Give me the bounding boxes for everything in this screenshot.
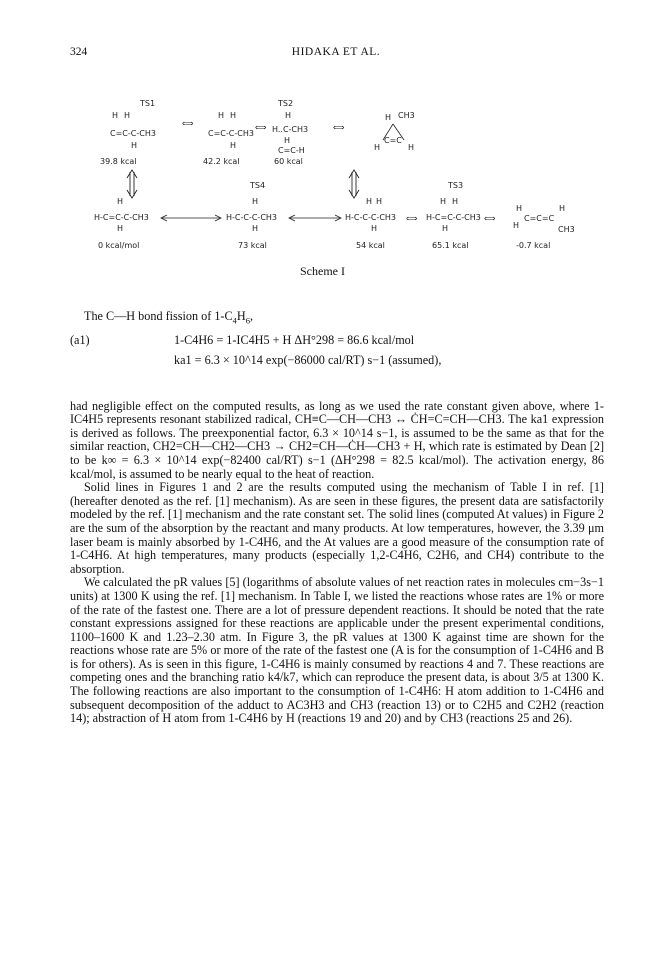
h-atom: H [284,136,291,145]
h-atom: H [285,111,292,120]
h-atom: H [124,111,131,120]
energy-0: 0 kcal/mol [98,241,140,250]
h-atom: H [442,224,449,233]
body-text [70,310,604,726]
h-atom: H [516,204,523,213]
energy-60: 60 kcal [274,157,303,166]
energy-42-2: 42.2 kcal [203,157,240,166]
cyclopropene-ring: C=C [384,136,402,145]
h-atom: H [252,224,259,233]
reaction-scheme [0,0,672,290]
bottom-molecule-3: H-C-C-C-CH3 [345,213,397,222]
scheme-caption: Scheme I [300,264,345,278]
h-atom: H [366,197,373,206]
ts3-label: TS3 [448,181,464,190]
energy-73: 73 kcal [238,241,267,250]
energy-65-1: 65.1 kcal [432,241,469,250]
h-atom: H [408,143,415,152]
ch3-label: CH3 [558,225,575,234]
h-atom: H [513,221,520,230]
top-molecule-3b: C=C-H [278,146,305,155]
bottom-molecule-2: H-C-C-C-CH3 [226,213,278,222]
h-atom: H [371,224,378,233]
arrow-double: ⟺ [255,123,267,132]
h-atom: H [117,224,124,233]
h-atom: H [376,197,383,206]
paragraph-1: had negligible effect on the computed results, as long as we used the rate constant given above, where 1-IC4H5 represents resonant stabilized radical, CH≡C—CH—CH3 ↔ ĊH=C=CH—CH3. The ka1 expression is derived as follows. The preexponential factor, 6.3 × 10^14 s−1, is assumed to be the same as that for the similar reaction, CH2=CH—CH2—CH3 → CH2=CH—ĊH—CH3 + H, which rate is estimated by Dean [2] to be k∞ = 6.3 × 10^14 exp(−82400 cal/RT) s−1 (ΔH°298 = 82.5 kcal/mol). The activation energy, 86 kcal/mol, is assumed to be nearly equal to the heat of reaction. [70,398,604,481]
arrow-double: ⟺ [333,123,345,132]
h-atom: H [440,197,447,206]
ts1-label: TS1 [140,99,156,108]
h-atom: H [230,141,237,150]
paragraph-3: We calculated the pR values [5] (logarithms of absolute values of net reaction rates in molecules cm−3s−1 units) at 1300 K using the ref. [1] mechanism. In Table I, we listed the reactions whose rates are 1% or more of the rate of the fastest one. There are a lot of pressure dependent reactions. It should be noted that the rate constant expressions assigned for these reactions are applicable under the present experimental conditions, 1100–1600 K and 1.23–2.30 atm. In Figure 3, the pR values at 1300 K against time are shown for the reactions whose rate are 5% or more of the rate of the fastest one (A is for the consumption of 1-C4H6 and B is for others). As is seen in this figure, 1-C4H6 is mainly consumed by reactions 4 and 7. These reactions are competing ones and the branching ratio k4/k7, which can reproduce the present data, is about 3/5 at 1300 K. The following reactions are also important to the consumption of 1-C4H6: H atom addition to 1-C4H6 and subsequent decomposition of the adduct to AC3H3 and CH3 (reaction 13) or to C2H5 and C2H2 (reaction 14); abstraction of H atom from 1-C4H6 by H (reactions 19 and 20) and by CH3 (reactions 25 and 26). [70,575,604,726]
h-atom: H [385,113,392,122]
intro-line: The C—H bond fission of $1-C_4H_6$, [84,309,253,326]
bottom-molecule-4: H-C=C-C-CH3 [426,213,481,222]
page-number: 324 [70,46,88,58]
arrow-double: ⟺ [406,214,418,223]
bottom-molecule-5: C=C=C [524,214,555,223]
arrow-double: ⟺ [484,214,496,223]
h-atom: H [117,197,124,206]
paragraph-2: Solid lines in Figures 1 and 2 are the results computed using the mechanism of Table I in ref. [1] (hereafter denoted as the ref. [1] mechanism). As are seen in these figures, the present data are satisfactorily modeled by the ref. [1] mechanism and the rate constant set. The solid lines (computed At values) in Figure 2 are the sum of the absorption by the reactant and many products. At low temperatures, however, the 3.39 μm laser beam is mainly absorbed by 1-C4H6, and the At values are a good measure of the consumption rate of 1-C4H6. At high temperatures, many products (especially 1,2-C4H6, C2H6, and CH4) contribute to the absorption. [70,480,604,576]
equation-a1 [70,334,604,388]
top-molecule-3: H..C-CH3 [272,125,309,134]
h-atom: H [559,204,566,213]
h-atom: H [112,111,119,120]
h-atom: H [230,111,237,120]
bottom-molecule-1: H-C=C-C-CH3 [94,213,149,222]
h-atom: H [218,111,225,120]
ch3-label: CH3 [398,111,415,120]
h-atom: H [131,141,138,150]
energy-minus-0-7: -0.7 kcal [516,241,551,250]
equation-line-1: 1-C4H6 = 1-IC4H5 + H ΔH°298 = 86.6 kcal/mol [174,332,415,347]
ts2-label: TS2 [278,99,294,108]
h-atom: H [452,197,459,206]
ts4-label: TS4 [250,181,266,190]
h-atom: H [252,197,259,206]
top-molecule-1: C=C-C-CH3 [110,129,156,138]
h-atom: H [374,143,381,152]
equation-label: (a1) [70,332,90,347]
equation-line-2: ka1 = 6.3 × 10^14 exp(−86000 cal/RT) s−1 (assumed), [174,352,442,367]
top-molecule-2: C=C-C-CH3 [208,129,254,138]
energy-39-8: 39.8 kcal [100,157,137,166]
arrow-double: ⟺ [182,119,194,128]
energy-54: 54 kcal [356,241,385,250]
running-title: HIDAKA ET AL. [291,46,381,58]
